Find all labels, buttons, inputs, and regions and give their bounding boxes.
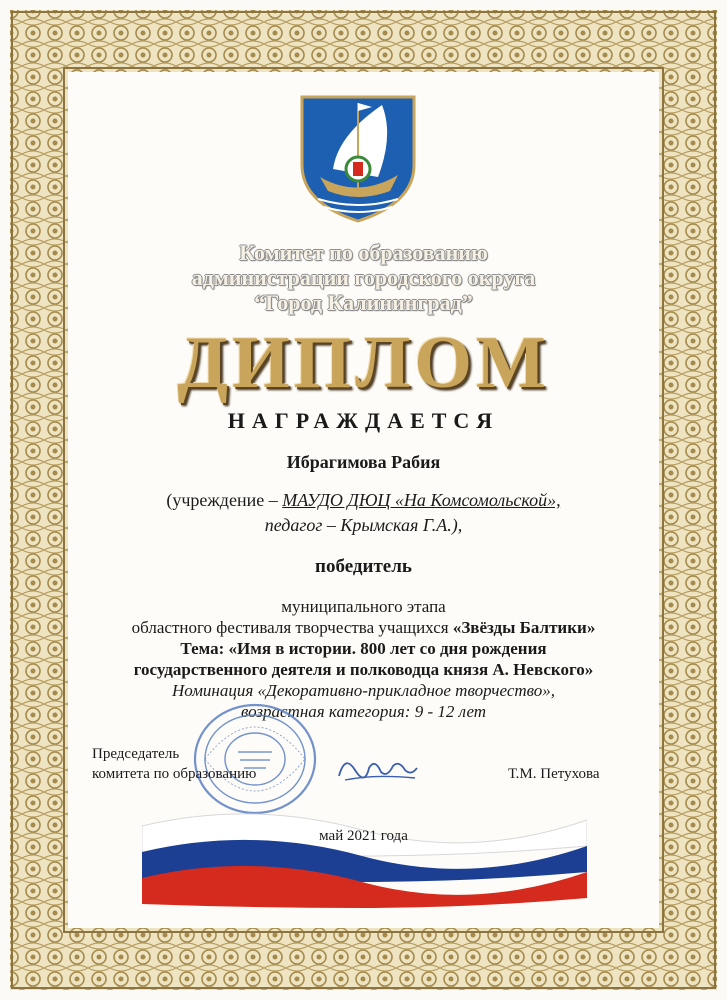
diploma-title: ДИПЛОМ [177, 322, 550, 404]
nomination-line: Номинация «Декоративно-прикладное творчество», [171, 681, 556, 700]
handwritten-signature [335, 748, 420, 788]
institution-line [80, 490, 647, 511]
committee-line-3: “Город Калининград” [254, 290, 473, 315]
event-line-2 [80, 617, 647, 638]
signatory-title-line-1: Председатель [92, 746, 180, 762]
awarded-heading: НАГРАЖДАЕТСЯ [227, 408, 500, 433]
russian-flag-ribbon [142, 800, 587, 910]
committee-line-2: администрации городского округа [191, 265, 536, 290]
event-line-1: муниципального этапа [281, 597, 446, 616]
theme-line-2: государственного деятеля и полководца князя А. Невского» [133, 660, 594, 679]
theme-line-1: Тема: «Имя в истории. 800 лет со дня рождения [180, 639, 547, 658]
signatory-name: Т.М. Петухова [508, 766, 600, 782]
teacher-line: педагог – Крымская Г.А.), [264, 515, 463, 535]
coat-of-arms-emblem [298, 95, 418, 223]
event-prefix: областного фестиваля творчества учащихся [131, 618, 453, 637]
committee-line-1: Комитет по образованию [239, 240, 488, 265]
issue-date: май 2021 года [319, 828, 408, 844]
institution-prefix: (учреждение – [166, 490, 283, 510]
institution-name: МАУДО ДЮЦ «На Комсомольской», [282, 490, 561, 510]
status-text: победитель [315, 556, 412, 577]
signatory-title-line-2: комитета по образованию [92, 766, 257, 782]
age-category-line: возрастная категория: 9 - 12 лет [240, 702, 487, 721]
festival-name: «Звёзды Балтики» [452, 618, 596, 637]
recipient-name: Ибрагимова Рабия [286, 452, 441, 472]
signatory-title [92, 744, 256, 784]
